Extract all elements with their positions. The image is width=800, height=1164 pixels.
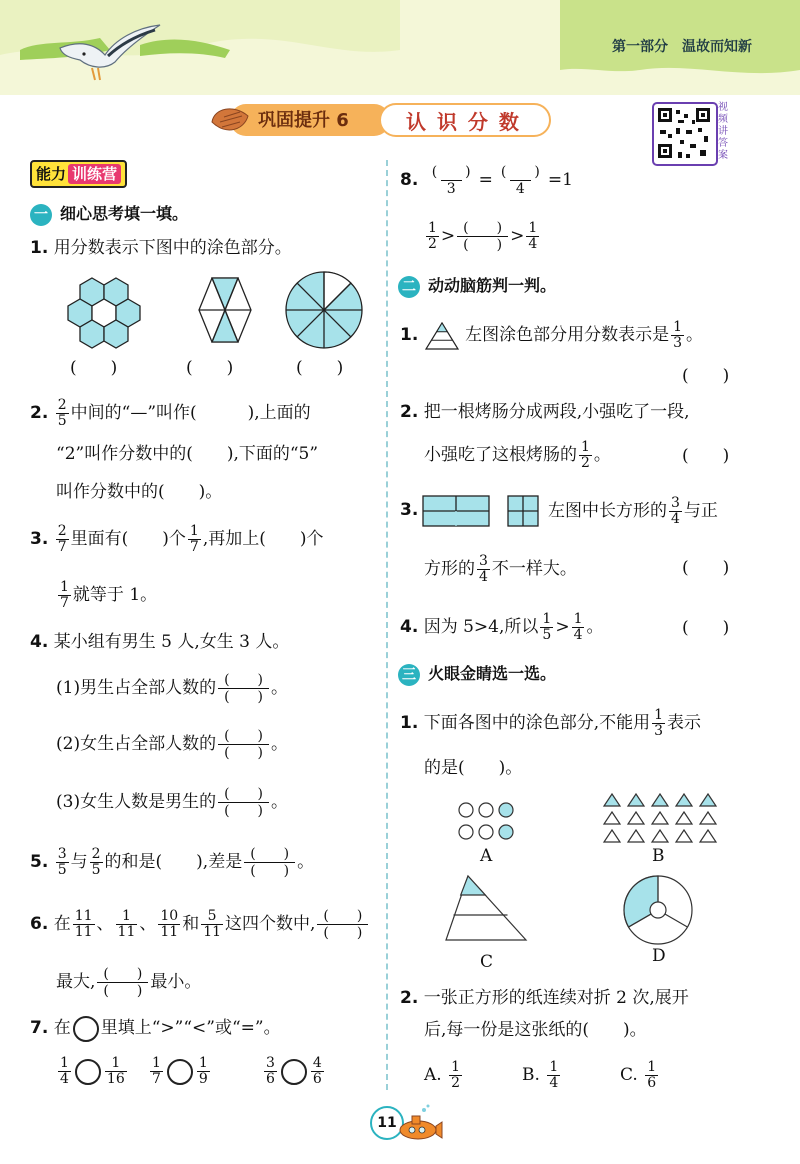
q7-pair-3	[262, 1056, 326, 1087]
q-number: 2.	[400, 988, 419, 1008]
q-number: 1.	[400, 325, 419, 345]
q1-text: 用分数表示下图中的涂色部分。	[53, 238, 292, 258]
fraction: $\frac{1}{4}$	[573, 611, 583, 643]
j2-text-a: 把一根烤肠分成两段,小强吃了一段,	[423, 402, 690, 422]
answer-fraction-blank[interactable]: $\frac{( )}{3}$	[431, 164, 471, 197]
answer-fraction-blank[interactable]: $\frac{( )}{( )}$	[218, 786, 269, 819]
j1-text: 左图涂色部分用分数表示是	[465, 325, 670, 345]
ability-tag	[30, 160, 127, 188]
fraction: $\frac{1}{9}$	[198, 1055, 208, 1087]
question-1	[30, 234, 292, 262]
section-1-title: 细心思考填一填。	[60, 204, 189, 223]
fraction: $\frac{1}{2}$	[451, 1059, 461, 1091]
q6-text-a: 在	[53, 914, 71, 934]
section-1-heading	[30, 200, 188, 228]
q5-text-b: 的和是( ),差是	[104, 852, 243, 872]
fraction: $\frac{4}{6}$	[312, 1055, 322, 1087]
c1-figures	[440, 790, 740, 950]
fraction: $\frac{1}{7}$	[152, 1055, 161, 1087]
judge-3-answer[interactable]: ( )	[682, 558, 730, 578]
answer-fraction-blank[interactable]: $\frac{( )}{( )}$	[457, 220, 508, 253]
option-label: B.	[522, 1065, 540, 1085]
answer-fraction-blank[interactable]: $\frac{( )}{( )}$	[317, 908, 368, 941]
c2-option-c[interactable]	[620, 1060, 660, 1091]
q2-text-a: 中间的“—”叫作( ),上面的	[70, 403, 311, 423]
fraction: $\frac{1}{7}$	[60, 579, 69, 611]
fraction: $\frac{1}{5}$	[542, 611, 552, 643]
judge-3-line-2	[424, 554, 577, 585]
qr-label: 视频讲答案	[718, 102, 728, 161]
c1-text-a: 下面各图中的涂色部分,不能用	[423, 713, 651, 733]
fraction: $\frac{3}{4}$	[671, 495, 680, 527]
answer-fraction-blank[interactable]: $\frac{( )}{( )}$	[244, 846, 295, 879]
option-c-label[interactable]: C	[480, 952, 494, 972]
section-2-title: 动动脑筋判一判。	[428, 276, 557, 295]
fraction: $\frac{5}{11}$	[203, 908, 222, 940]
q-number: 1.	[30, 238, 49, 258]
j3-text-d: 不一样大。	[491, 559, 577, 579]
j4-text: 因为 5>4,所以	[423, 617, 539, 637]
period: 。	[271, 792, 289, 812]
compare-circle[interactable]	[167, 1059, 193, 1085]
c1-text-b: 表示	[667, 713, 702, 733]
q6-text-d: 最小。	[150, 972, 202, 992]
period: 。	[686, 325, 704, 345]
q-number: 2.	[30, 403, 49, 423]
j2-text-b: 小强吃了这根烤肠的	[424, 445, 577, 465]
fraction: $\frac{1}{4}$	[549, 1059, 559, 1091]
question-5	[30, 846, 314, 879]
question-8	[400, 164, 573, 197]
rectangle-quarters-figure	[423, 496, 489, 526]
judge-1-answer[interactable]: ( )	[682, 366, 730, 386]
q7-pair-1	[56, 1056, 129, 1087]
option-a-circles-figure	[459, 803, 513, 839]
fraction: $\frac{1}{6}$	[647, 1059, 657, 1091]
period: 。	[297, 852, 315, 872]
q4-part-3-text: (3)女生人数是男生的	[56, 792, 217, 812]
fraction: $\frac{2}{5}$	[57, 397, 67, 429]
q3-line-2	[56, 580, 157, 611]
compare-circle[interactable]	[75, 1059, 101, 1085]
greater-sign: >	[440, 226, 456, 246]
option-label: A.	[424, 1065, 442, 1085]
period: 。	[586, 617, 604, 637]
j3-figures	[420, 494, 546, 528]
q4-part-2	[56, 728, 288, 761]
title-banner	[210, 100, 560, 140]
q4-text: 某小组有男生 5 人,女生 3 人。	[53, 632, 290, 652]
q-number: 1.	[400, 713, 419, 733]
choice-1	[400, 708, 701, 739]
circle-eighths-figure	[286, 272, 362, 348]
greater-sign: >	[510, 226, 525, 246]
greater-sign: >	[555, 617, 570, 637]
fraction: $\frac{1}{11}$	[117, 908, 136, 940]
section-3-heading	[398, 660, 556, 688]
compare-circle	[73, 1016, 99, 1042]
q-number: 3.	[30, 529, 49, 549]
c2-text-b: 后,每一份是这张纸的( )。	[424, 1020, 647, 1040]
q2-text-c: 叫作分数中的( )。	[56, 482, 223, 502]
q3-text-c: 就等于 1。	[72, 585, 158, 605]
q8-line-2	[424, 220, 541, 253]
fraction: $\frac{3}{5}$	[57, 846, 67, 878]
section-2-badge: 二	[398, 276, 420, 298]
ability-tag-text2: 训练营	[68, 164, 121, 184]
judge-1	[400, 320, 703, 351]
fraction: $\frac{11}{11}$	[74, 908, 93, 940]
q6-text-c: 最大,	[56, 972, 96, 992]
q6-sep: 、	[139, 914, 157, 934]
q6-and: 和	[182, 914, 200, 934]
q-number: 6.	[30, 914, 49, 934]
fraction: $\frac{2}{5}$	[91, 846, 101, 878]
option-c-triangle-figure	[446, 876, 526, 940]
q4-part-3	[56, 786, 288, 819]
j3-text-c: 方形的	[424, 559, 475, 579]
fraction: $\frac{1}{3}$	[673, 319, 683, 351]
q-number: 3.	[400, 500, 419, 520]
j3-text-a: 左图中长方形的	[548, 501, 667, 521]
answer-fraction-blank[interactable]: $\frac{( )}{4}$	[500, 164, 540, 197]
submarine-icon	[396, 1104, 444, 1144]
answer-fraction-blank[interactable]: $\frac{( )}{( )}$	[97, 966, 148, 999]
hexagon-cluster-figure	[68, 278, 140, 348]
question-6	[30, 908, 370, 941]
q1-figures	[52, 270, 372, 350]
question-2	[30, 398, 311, 429]
option-b-triangles-figure	[604, 794, 716, 842]
fraction: $\frac{1}{7}$	[189, 523, 199, 555]
option-d-label[interactable]: D	[652, 946, 666, 966]
banner-topic: 认 识 分 数	[406, 110, 521, 134]
square-quarters-figure	[508, 496, 538, 526]
judge-2-line-2	[424, 440, 611, 471]
option-b-label[interactable]: B	[652, 846, 665, 866]
q1-answer-blank-1[interactable]: ( )	[70, 358, 118, 378]
section-2-heading	[398, 272, 556, 300]
c2-text-a: 一张正方形的纸连续对折 2 次,展开	[423, 988, 689, 1008]
period: 。	[593, 445, 611, 465]
question-3	[30, 524, 323, 555]
column-divider	[386, 160, 388, 1090]
q7-pair-2	[148, 1056, 212, 1087]
q2-text-b: “2”叫作分数中的( ),下面的“5”	[56, 444, 319, 464]
option-d-circle-figure	[624, 876, 692, 944]
page-number: 11	[377, 1115, 397, 1131]
hexagon-sixths-figure	[199, 278, 251, 342]
judge-4	[400, 612, 603, 643]
equals-sign: =	[478, 170, 493, 190]
fraction: $\frac{3}{6}$	[266, 1055, 275, 1087]
section-1-badge: 一	[30, 204, 52, 226]
q-number: 5.	[30, 852, 49, 872]
q4-part-2-text: (2)女生占全部人数的	[56, 734, 217, 754]
period: 。	[271, 734, 289, 754]
q4-part-1	[56, 672, 288, 705]
c2-option-b[interactable]	[522, 1060, 562, 1091]
fraction: $\frac{10}{11}$	[160, 908, 179, 940]
fraction: $\frac{1}{3}$	[654, 707, 664, 739]
q4-part-1-text: (1)男生占全部人数的	[56, 678, 217, 698]
fraction: $\frac{2}{7}$	[57, 523, 67, 555]
section-3-title: 火眼金睛选一选。	[428, 664, 557, 683]
question-7	[30, 1014, 281, 1042]
q3-text-a: 里面有( )个	[70, 529, 186, 549]
qr-code[interactable]	[652, 102, 718, 166]
q-number: 4.	[30, 632, 49, 652]
judge-3-text	[548, 496, 718, 527]
judge-3	[400, 496, 418, 524]
fraction: $\frac{1}{4}$	[528, 220, 538, 252]
compare-circle[interactable]	[281, 1059, 307, 1085]
q7-text-b: 里填上“>”“<”或“=”。	[100, 1018, 281, 1038]
q-number: 4.	[400, 617, 419, 637]
section-3-badge: 三	[398, 664, 420, 686]
period: 。	[271, 678, 289, 698]
q6-sep: 、	[96, 914, 114, 934]
answer-fraction-blank[interactable]: $\frac{( )}{( )}$	[218, 672, 269, 705]
fraction: $\frac{1}{4}$	[60, 1055, 69, 1087]
option-a-label[interactable]: A	[480, 846, 493, 866]
q6-text-b: 这四个数中,	[225, 914, 316, 934]
q3-text-b: ,再加上( )个	[202, 529, 324, 549]
q1-answer-blank-3[interactable]: ( )	[296, 358, 344, 378]
question-4	[30, 628, 289, 656]
ability-tag-text: 能力	[36, 165, 67, 183]
c1-text-c: 的是( )。	[424, 758, 523, 778]
section-header: 第一部分 温故而知新	[612, 39, 752, 55]
layered-triangle-figure	[424, 321, 460, 351]
q-number: 7.	[30, 1018, 49, 1038]
banner-lesson: 巩固提升 6	[258, 110, 349, 131]
fraction: $\frac{1}{16}$	[106, 1055, 125, 1087]
fraction: $\frac{1}{2}$	[581, 439, 590, 471]
q6-line-2	[56, 966, 201, 999]
q-number: 2.	[400, 402, 419, 422]
judge-2	[400, 398, 690, 426]
j3-text-b: 与正	[683, 501, 718, 521]
fraction: $\frac{1}{2}$	[428, 220, 437, 252]
q1-answer-blank-2[interactable]: ( )	[186, 358, 234, 378]
q7-text-a: 在	[53, 1018, 71, 1038]
equals-one: =1	[547, 170, 573, 190]
answer-fraction-blank[interactable]: $\frac{( )}{( )}$	[218, 728, 269, 761]
choice-2	[400, 984, 689, 1012]
c2-option-a[interactable]	[424, 1060, 464, 1091]
q5-text-a: 与	[70, 852, 88, 872]
q-number: 8.	[400, 170, 419, 190]
option-label: C.	[620, 1065, 638, 1085]
judge-4-answer[interactable]: ( )	[682, 618, 730, 638]
fraction: $\frac{3}{4}$	[479, 553, 488, 585]
judge-2-answer[interactable]: ( )	[682, 446, 730, 466]
